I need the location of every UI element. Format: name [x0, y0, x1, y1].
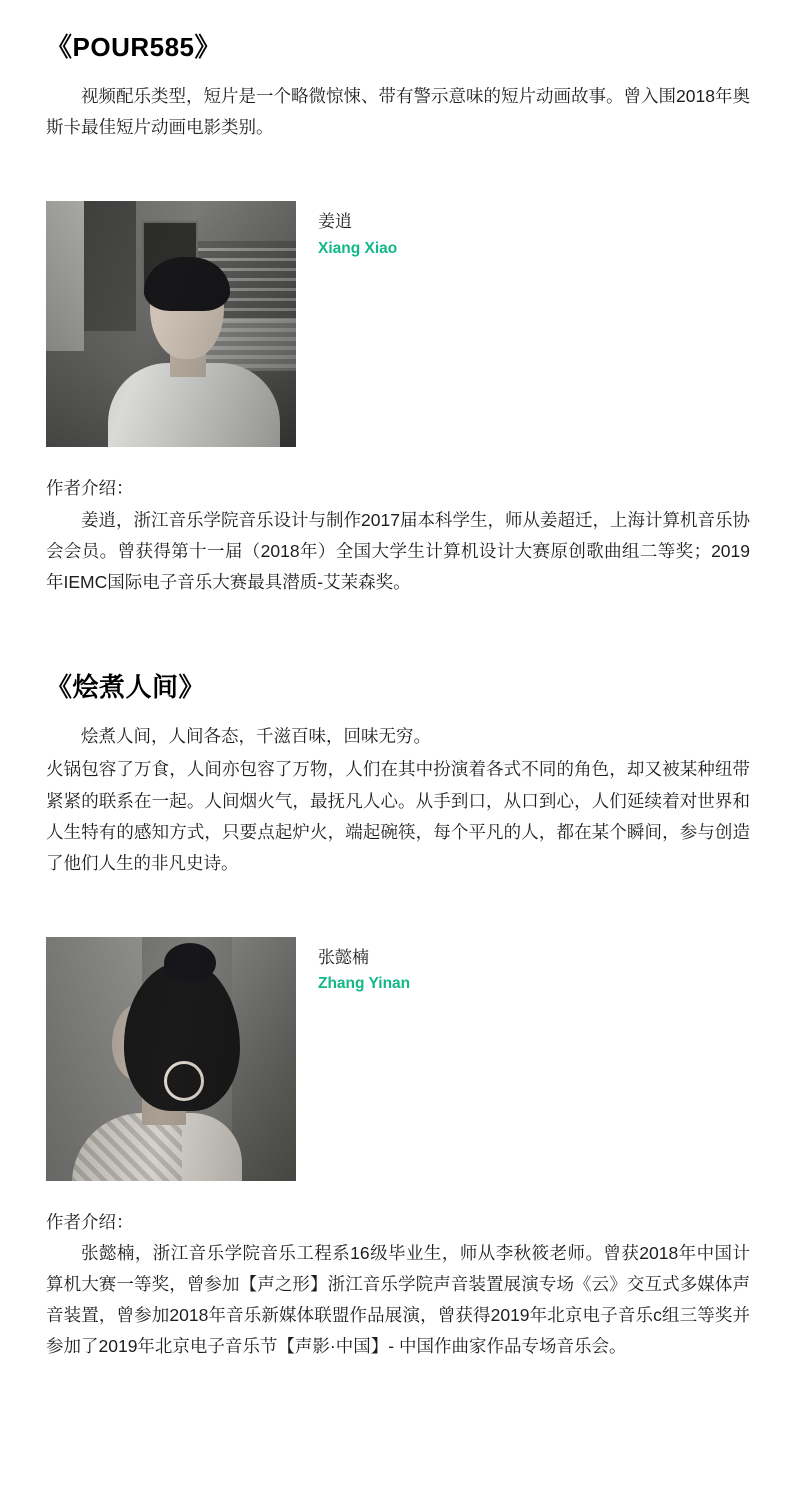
- work-title-2: 《烩煮人间》: [46, 672, 206, 703]
- portrait-xiang-xiao: [46, 201, 296, 447]
- author-block-1: [46, 201, 750, 447]
- author-bio-2: 张懿楠，浙江音乐学院音乐工程系16级毕业生，师从李秋筱老师。曾获2018年中国计算机大赛一等奖，曾参加【声之形】浙江音乐学院声音装置展演专场《云》交互式多媒体声音装置，曾参加2018年音乐新媒体联盟作品展演，曾获得2019年北京电子音乐c组三等奖并参加了2019年北京电子音乐节【声影·中国】- 中国作曲家作品专场音乐会。: [46, 1243, 750, 1357]
- author-names-1: [318, 201, 397, 260]
- work-section-2: [46, 672, 750, 1363]
- author-name-cn-1: 姜逍: [318, 212, 352, 232]
- bio-label-2: 作者介绍：: [46, 1211, 134, 1232]
- work-description-2-line-2: 火锅包容了万食，人间亦包容了万物，人们在其中扮演着各式不同的角色，却又被某种纽带紧紧的联系在一起。人间烟火气，最抚凡人心。从手到口，从口到心，人们延续着对世界和人生特有的感知方式，只要点起炉火，端起碗筷，每个平凡的人，都在某个瞬间，参与创造了他们人生的非凡史诗。: [46, 759, 750, 873]
- author-names-2: [318, 937, 410, 996]
- bio-label-1: 作者介绍：: [46, 478, 134, 499]
- author-name-en-2: Zhang Yinan: [318, 975, 411, 993]
- author-bio-1: 姜逍，浙江音乐学院音乐设计与制作2017届本科学生，师从姜超迁，上海计算机音乐协会会员。曾获得第十一届（2018年）全国大学生计算机设计大赛原创歌曲组二等奖；2019年IEMC国际电子音乐大赛最具潜质-艾茉森奖。: [46, 509, 750, 592]
- work-description-2-line-1: 烩煮人间，人间各态，千滋百味，回味无穷。: [81, 726, 431, 747]
- work-section-1: [46, 32, 750, 598]
- work-title-1: 《POUR585》: [46, 32, 221, 62]
- work-description-1: 视频配乐类型，短片是一个略微惊悚、带有警示意味的短片动画故事。曾入围2018年奥斯卡最佳短片动画电影类别。: [46, 86, 750, 138]
- author-name-en-1: Xiang Xiao: [318, 239, 398, 257]
- author-name-cn-2: 张懿楠: [318, 947, 369, 967]
- portrait-zhang-yinan: [46, 937, 296, 1181]
- author-block-2: [46, 937, 750, 1181]
